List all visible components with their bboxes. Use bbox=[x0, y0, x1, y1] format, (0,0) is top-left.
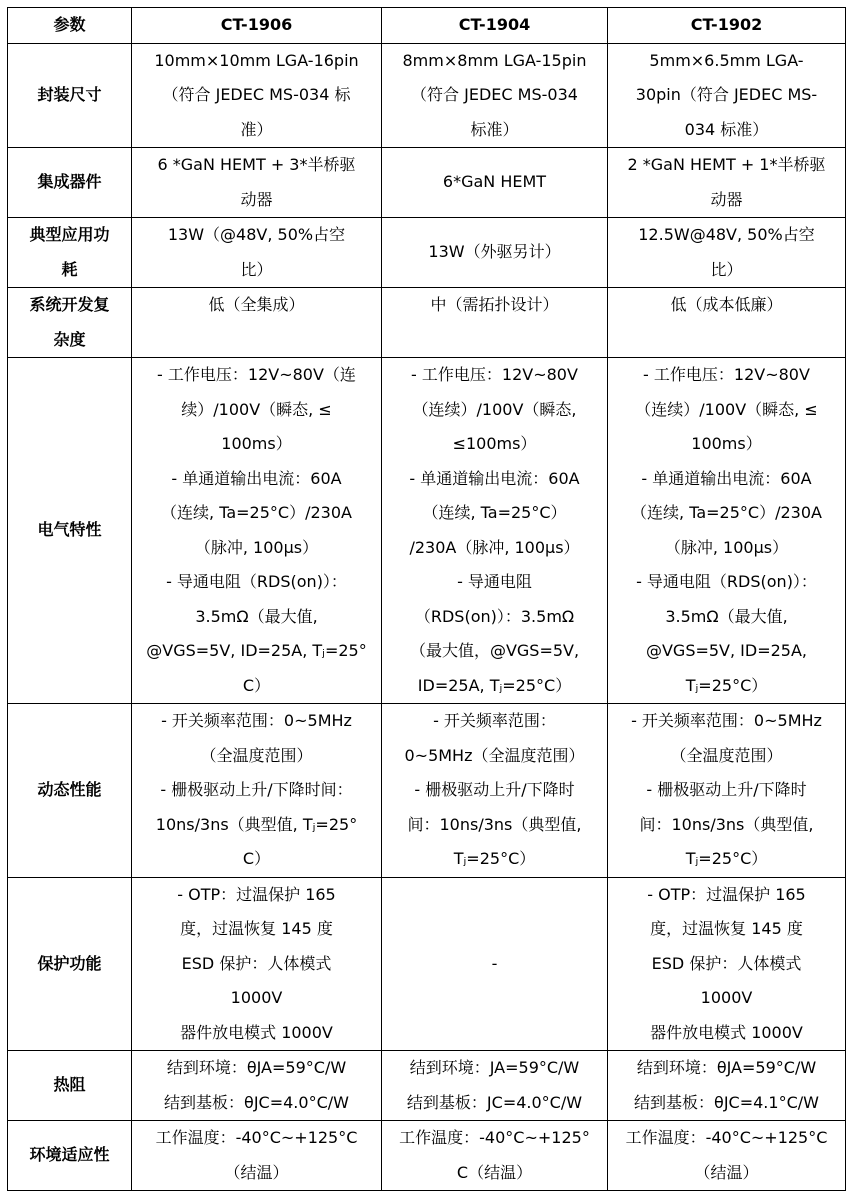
cell-line: - 导通电阻（RDS(on)）： bbox=[636, 572, 817, 591]
cell-line: - 导通电阻 bbox=[457, 572, 532, 591]
cell-line: 比） bbox=[240, 259, 273, 279]
cell-package-size-ct-1902 bbox=[608, 43, 846, 148]
row-label-line: 封装尺寸 bbox=[37, 85, 102, 104]
row-label-package-size bbox=[8, 43, 132, 148]
cell-line: 8mm×8mm LGA-15pin bbox=[402, 50, 587, 70]
cell-line: 器件放电模式 1000V bbox=[650, 1022, 803, 1042]
cell-line: @VGS=5V, ID=25A, Tⱼ=25° bbox=[146, 641, 367, 660]
cell-line: C（结温） bbox=[456, 1162, 533, 1182]
cell-line: @VGS=5V, ID=25A, bbox=[645, 641, 808, 660]
cell-line: - 开关频率范围：0~5MHz bbox=[631, 711, 822, 730]
row-label-integrated-devices bbox=[8, 148, 132, 218]
cell-line: （连续, Ta=25°C） bbox=[422, 503, 567, 522]
cell-line: （连续）/100V（瞬态, ≤ bbox=[635, 399, 818, 419]
row-label-line: 电气特性 bbox=[37, 520, 102, 540]
cell-dynamic-ct-1906 bbox=[132, 704, 382, 878]
cell-line: 结到基板：θJC=4.0°C/W bbox=[164, 1092, 349, 1112]
cell-line: - 单通道输出电流：60A bbox=[641, 468, 812, 488]
row-label-line: 杂度 bbox=[53, 329, 86, 349]
cell-protection-ct-1904 bbox=[382, 877, 608, 1051]
cell-line: ID=25A, Tⱼ=25°C） bbox=[417, 675, 572, 695]
cell-dev-complexity-ct-1904 bbox=[382, 288, 608, 358]
row-label-dynamic bbox=[8, 704, 132, 878]
cell-line: - 开关频率范围：0~5MHz bbox=[161, 711, 352, 730]
row-label-electrical bbox=[8, 358, 132, 704]
header-param: 参数 bbox=[8, 8, 132, 44]
cell-line: 度，过温恢复 145 度 bbox=[650, 919, 803, 938]
cell-dynamic-ct-1902 bbox=[608, 704, 846, 878]
row-label-typical-power bbox=[8, 218, 132, 288]
cell-thermal-ct-1906 bbox=[132, 1051, 382, 1121]
cell-line: - bbox=[491, 953, 498, 973]
cell-line: 低（成本低廉） bbox=[670, 295, 783, 314]
cell-line: 工作温度：-40°C~+125°C bbox=[155, 1128, 358, 1147]
cell-line: 中（需拓扑设计） bbox=[430, 295, 559, 314]
cell-line: 12.5W@48V, 50%占空 bbox=[638, 225, 815, 244]
cell-line: 13W（@48V, 50%占空 bbox=[167, 225, 346, 244]
cell-line: 结到环境：JA=59°C/W bbox=[409, 1058, 580, 1077]
header-ct-1906: CT-1906 bbox=[132, 8, 382, 44]
table-row-package-size bbox=[8, 43, 846, 148]
cell-typical-power-ct-1906 bbox=[132, 218, 382, 288]
cell-line: 100ms） bbox=[691, 434, 762, 453]
cell-line: - 栅极驱动上升/下降时 bbox=[646, 780, 807, 799]
cell-line: （结温） bbox=[694, 1162, 759, 1182]
cell-line: - OTP：过温保护 165 bbox=[647, 884, 806, 904]
header-ct-1904: CT-1904 bbox=[382, 8, 608, 44]
cell-protection-ct-1906 bbox=[132, 877, 382, 1051]
cell-line: 低（全集成） bbox=[208, 295, 305, 314]
row-label-line: 热阻 bbox=[53, 1075, 86, 1095]
cell-line: - 工作电压：12V~80V bbox=[643, 365, 810, 384]
cell-line: 2 *GaN HEMT + 1*半桥驱 bbox=[627, 155, 826, 174]
cell-thermal-ct-1904 bbox=[382, 1051, 608, 1121]
cell-line: 6*GaN HEMT bbox=[442, 172, 547, 192]
table-row-thermal bbox=[8, 1051, 846, 1121]
cell-typical-power-ct-1902 bbox=[608, 218, 846, 288]
table-row-dev-complexity bbox=[8, 288, 846, 358]
cell-line: 比） bbox=[710, 259, 743, 279]
cell-line: 100ms） bbox=[221, 434, 292, 453]
table-row-typical-power bbox=[8, 218, 846, 288]
row-label-line: 保护功能 bbox=[37, 953, 102, 973]
cell-line: 工作温度：-40°C~+125°C bbox=[625, 1128, 828, 1147]
cell-environment-ct-1902 bbox=[608, 1121, 846, 1191]
cell-line: 续）/100V（瞬态, ≤ bbox=[181, 399, 332, 419]
cell-line: ESD 保护：人体模式 bbox=[181, 953, 332, 973]
cell-line: 标准） bbox=[470, 119, 519, 139]
cell-integrated-devices-ct-1904 bbox=[382, 148, 608, 218]
cell-package-size-ct-1904 bbox=[382, 43, 608, 148]
cell-line: Tⱼ=25°C） bbox=[453, 849, 536, 868]
row-label-thermal bbox=[8, 1051, 132, 1121]
cell-package-size-ct-1906 bbox=[132, 43, 382, 148]
cell-environment-ct-1904 bbox=[382, 1121, 608, 1191]
cell-line: （结温） bbox=[224, 1162, 289, 1182]
cell-line: - 栅极驱动上升/下降时间： bbox=[160, 780, 353, 799]
table-row-electrical bbox=[8, 358, 846, 704]
cell-line: 结到环境：θJA=59°C/W bbox=[636, 1058, 817, 1077]
cell-line: /230A（脉冲, 100μs） bbox=[409, 537, 580, 557]
cell-line: 034 标准） bbox=[684, 119, 769, 139]
row-label-protection bbox=[8, 877, 132, 1051]
row-label-environment bbox=[8, 1121, 132, 1191]
table-row-integrated-devices bbox=[8, 148, 846, 218]
cell-line: （连续）/100V（瞬态, bbox=[412, 399, 577, 419]
cell-line: （连续, Ta=25°C）/230A bbox=[631, 503, 822, 522]
cell-line: 1000V bbox=[230, 988, 283, 1007]
cell-dynamic-ct-1904 bbox=[382, 704, 608, 878]
header-ct-1902: CT-1902 bbox=[608, 8, 846, 44]
cell-line: （脉冲, 100μs） bbox=[194, 537, 319, 557]
table-row-dynamic bbox=[8, 704, 846, 878]
cell-line: （连续, Ta=25°C）/230A bbox=[161, 503, 352, 522]
cell-line: - 工作电压：12V~80V（连 bbox=[157, 365, 356, 384]
cell-line: 1000V bbox=[700, 988, 753, 1007]
cell-electrical-ct-1902 bbox=[608, 358, 846, 704]
cell-line: 结到基板：θJC=4.1°C/W bbox=[634, 1092, 819, 1112]
cell-line: - 单通道输出电流：60A bbox=[171, 468, 342, 488]
cell-line: - 工作电压：12V~80V bbox=[411, 365, 578, 384]
cell-line: 0~5MHz（全温度范围） bbox=[404, 745, 585, 765]
table-row-protection bbox=[8, 877, 846, 1051]
cell-line: 3.5mΩ（最大值, bbox=[665, 606, 788, 626]
cell-line: 器件放电模式 1000V bbox=[180, 1022, 333, 1042]
cell-line: - OTP：过温保护 165 bbox=[177, 884, 336, 904]
cell-line: 30pin（符合 JEDEC MS- bbox=[635, 85, 818, 104]
cell-line: 3.5mΩ（最大值, bbox=[195, 606, 318, 626]
row-label-line: 系统开发复 bbox=[29, 295, 110, 314]
cell-dev-complexity-ct-1906 bbox=[132, 288, 382, 358]
row-label-line: 动态性能 bbox=[37, 780, 102, 799]
cell-electrical-ct-1906 bbox=[132, 358, 382, 704]
cell-line: ≤100ms） bbox=[452, 434, 537, 453]
cell-line: （全温度范围） bbox=[200, 745, 313, 765]
row-label-dev-complexity bbox=[8, 288, 132, 358]
cell-line: - 栅极驱动上升/下降时 bbox=[414, 780, 575, 799]
row-label-line: 典型应用功 bbox=[29, 225, 110, 244]
row-label-line: 集成器件 bbox=[37, 172, 102, 192]
cell-line: 6 *GaN HEMT + 3*半桥驱 bbox=[157, 155, 356, 174]
cell-integrated-devices-ct-1906 bbox=[132, 148, 382, 218]
cell-line: （RDS(on)）：3.5mΩ bbox=[414, 606, 575, 626]
cell-line: C） bbox=[242, 675, 271, 695]
cell-line: 准） bbox=[240, 119, 273, 139]
row-label-line: 耗 bbox=[61, 259, 78, 279]
cell-line: （全温度范围） bbox=[670, 745, 783, 765]
cell-line: 间：10ns/3ns（典型值, bbox=[639, 814, 814, 834]
cell-line: 动器 bbox=[240, 189, 273, 209]
cell-line: 结到基板：JC=4.0°C/W bbox=[406, 1092, 583, 1112]
cell-thermal-ct-1902 bbox=[608, 1051, 846, 1121]
cell-line: （脉冲, 100μs） bbox=[664, 537, 789, 557]
cell-electrical-ct-1904 bbox=[382, 358, 608, 704]
cell-line: （符合 JEDEC MS-034 bbox=[411, 85, 578, 104]
cell-line: 度，过温恢复 145 度 bbox=[180, 919, 333, 938]
cell-line: - 单通道输出电流：60A bbox=[409, 468, 580, 488]
cell-dev-complexity-ct-1902 bbox=[608, 288, 846, 358]
cell-line: Tⱼ=25°C） bbox=[685, 849, 768, 868]
cell-line: ESD 保护：人体模式 bbox=[651, 953, 802, 973]
cell-line: 工作温度：-40°C~+125° bbox=[399, 1128, 590, 1147]
cell-integrated-devices-ct-1902 bbox=[608, 148, 846, 218]
cell-line: （最大值，@VGS=5V, bbox=[409, 641, 580, 660]
spec-table bbox=[7, 7, 846, 1191]
cell-line: Tⱼ=25°C） bbox=[685, 675, 768, 695]
cell-line: （符合 JEDEC MS-034 标 bbox=[162, 85, 351, 104]
cell-line: - 导通电阻（RDS(on)）： bbox=[166, 572, 347, 591]
row-label-line: 环境适应性 bbox=[29, 1145, 110, 1165]
cell-line: 间：10ns/3ns（典型值, bbox=[407, 814, 582, 834]
cell-line: C） bbox=[242, 849, 271, 868]
cell-line: 5mm×6.5mm LGA- bbox=[649, 50, 804, 70]
cell-line: 10ns/3ns（典型值, Tⱼ=25° bbox=[155, 814, 358, 834]
cell-line: - 开关频率范围： bbox=[433, 711, 556, 730]
cell-line: 结到环境：θJA=59°C/W bbox=[166, 1058, 347, 1077]
header-row bbox=[8, 8, 846, 44]
cell-typical-power-ct-1904 bbox=[382, 218, 608, 288]
cell-line: 动器 bbox=[710, 189, 743, 209]
cell-environment-ct-1906 bbox=[132, 1121, 382, 1191]
table-row-environment bbox=[8, 1121, 846, 1191]
cell-protection-ct-1902 bbox=[608, 877, 846, 1051]
cell-line: 13W（外驱另计） bbox=[428, 242, 561, 262]
cell-line: 10mm×10mm LGA-16pin bbox=[154, 50, 359, 70]
